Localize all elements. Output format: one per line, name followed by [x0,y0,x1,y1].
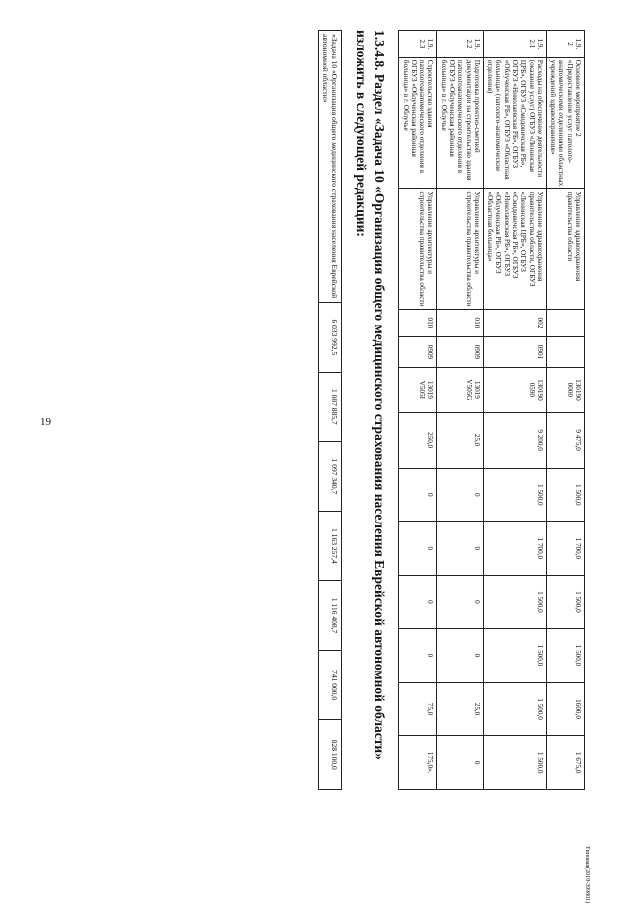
cell-desc: Подготовка проектно-сметной документации на строительство здания патологоанатомического отделения в ОГБУЗ «Облученская районная больница» в г. Облучье [437,57,483,189]
table-row [483,31,546,790]
section-title-text: 1.3.4.8. Раздел «Задача 10 «Организация общего медицинского страхования населения Еврейской автономной области» изложить в следующей редакции: [354,30,388,760]
cell-y5: 1600,0 [546,682,584,736]
cell-csr: 130190 0590 [483,368,546,413]
page-number: 19 [40,416,51,428]
cell-y3: 1 500,0 [546,575,584,629]
cell-y6: 175,0». [399,736,437,790]
cell-total: 9 475,0 [546,412,584,468]
cell-csr: 13019 V505I [399,368,437,413]
cell-exec: Управление архитектуры и строительства правительства области [437,189,483,310]
cell-y1: 1 500,0 [483,468,546,522]
cell-y1: 1 500,0 [546,468,584,522]
cell-total: 250,0 [399,412,437,468]
cell-y4: 1 500,0 [483,629,546,683]
task10-year1: 1 087 885,7 [318,372,341,442]
cell-rzpr: 0909 [437,336,483,367]
document-id: Типовая(2019-399801) [584,846,590,904]
task10-year4: 1 116 408,7 [318,581,341,651]
cell-y2: 1 700,0 [483,522,546,576]
cell-y3: 0 [399,575,437,629]
cell-grbs [546,310,584,337]
cell-y1: 0 [437,468,483,522]
cell-csr: 13019 V505G [437,368,483,413]
cell-no: 1.9. 2 [546,31,584,58]
task10-year6: 828 100,0 [318,720,341,790]
cell-desc: Расходы на обеспечение деятельности (оказание услуг) ОГБУЗ «Ленинская ЦРБ», ОГБУЗ «Смидовичская РБ», ОГБУЗ «Николаевская РБ», ОГБУЗ «Облученская РБ», ОГБУЗ «Областная больница» (патолого-анатомические отделения) [483,57,546,189]
cell-grbs: 010 [437,310,483,337]
task10-year3: 1 163 257,4 [318,511,341,581]
cell-total: 25,0 [437,412,483,468]
task10-table [318,30,342,790]
cell-y5: 1 500,0 [483,682,546,736]
cell-y2: 1 700,0 [546,522,584,576]
cell-rzpr: 0901 [483,336,546,367]
cell-y5: 75,0 [399,682,437,736]
table-row [437,31,483,790]
task10-year2: 1 097 340,7 [318,442,341,512]
cell-y6: 1 500,0 [483,736,546,790]
cell-no: 1.9. 2.3 [399,31,437,58]
table-row [399,31,437,790]
cell-y5: 25,0 [437,682,483,736]
cell-no: 1.9. 2.1 [483,31,546,58]
task10-total: 6 033 992,5 [318,303,341,373]
cell-rzpr: 0909 [399,336,437,367]
cell-no: 1.9. 2.2 [437,31,483,58]
task10-row [318,31,341,790]
task10-year5: 741 000,0 [318,650,341,720]
cell-y6: 0 [437,736,483,790]
cell-y1: 0 [399,468,437,522]
rotated-content [25,30,585,830]
cell-total: 9 200,0 [483,412,546,468]
cell-grbs: 010 [399,310,437,337]
cell-y6: 1 675,0 [546,736,584,790]
cell-y2: 0 [399,522,437,576]
program-table [398,30,585,790]
cell-y4: 1 500,0 [546,629,584,683]
cell-grbs: 002 [483,310,546,337]
cell-y4: 0 [437,629,483,683]
cell-exec: Управление здравоохранения правительства области, ОГБУЗ «Ленинская ЦРБ», ОГБУЗ «Смидовичская РБ», ОГБУЗ «Николаевская РБ», ОГБУЗ «Облученская РБ», ОГБУЗ «Областная больница» [483,189,546,310]
cell-y4: 0 [399,629,437,683]
cell-y3: 1 500,0 [483,575,546,629]
task10-label: «Задача 10 «Организация общего медицинского страхования населения Еврейской автономной области» [318,31,341,303]
cell-desc: Строительство здания патологоанатомического отделения в ОГБУЗ «Облученская районная больница» в г. Облучье [399,57,437,189]
section-title [352,30,388,790]
cell-y3: 0 [437,575,483,629]
cell-rzpr [546,336,584,367]
table-row [546,31,584,790]
cell-desc: Основное мероприятие 2 «Предоставление услуг патолого-анатомическими отделениями областных учреждений здравоохранения» [546,57,584,189]
cell-y2: 0 [437,522,483,576]
cell-exec: Управление архитектуры и строительства правительства области [399,189,437,310]
cell-exec: Управление здравоохранения правительства области [546,189,584,310]
cell-csr: 130190 0000 [546,368,584,413]
